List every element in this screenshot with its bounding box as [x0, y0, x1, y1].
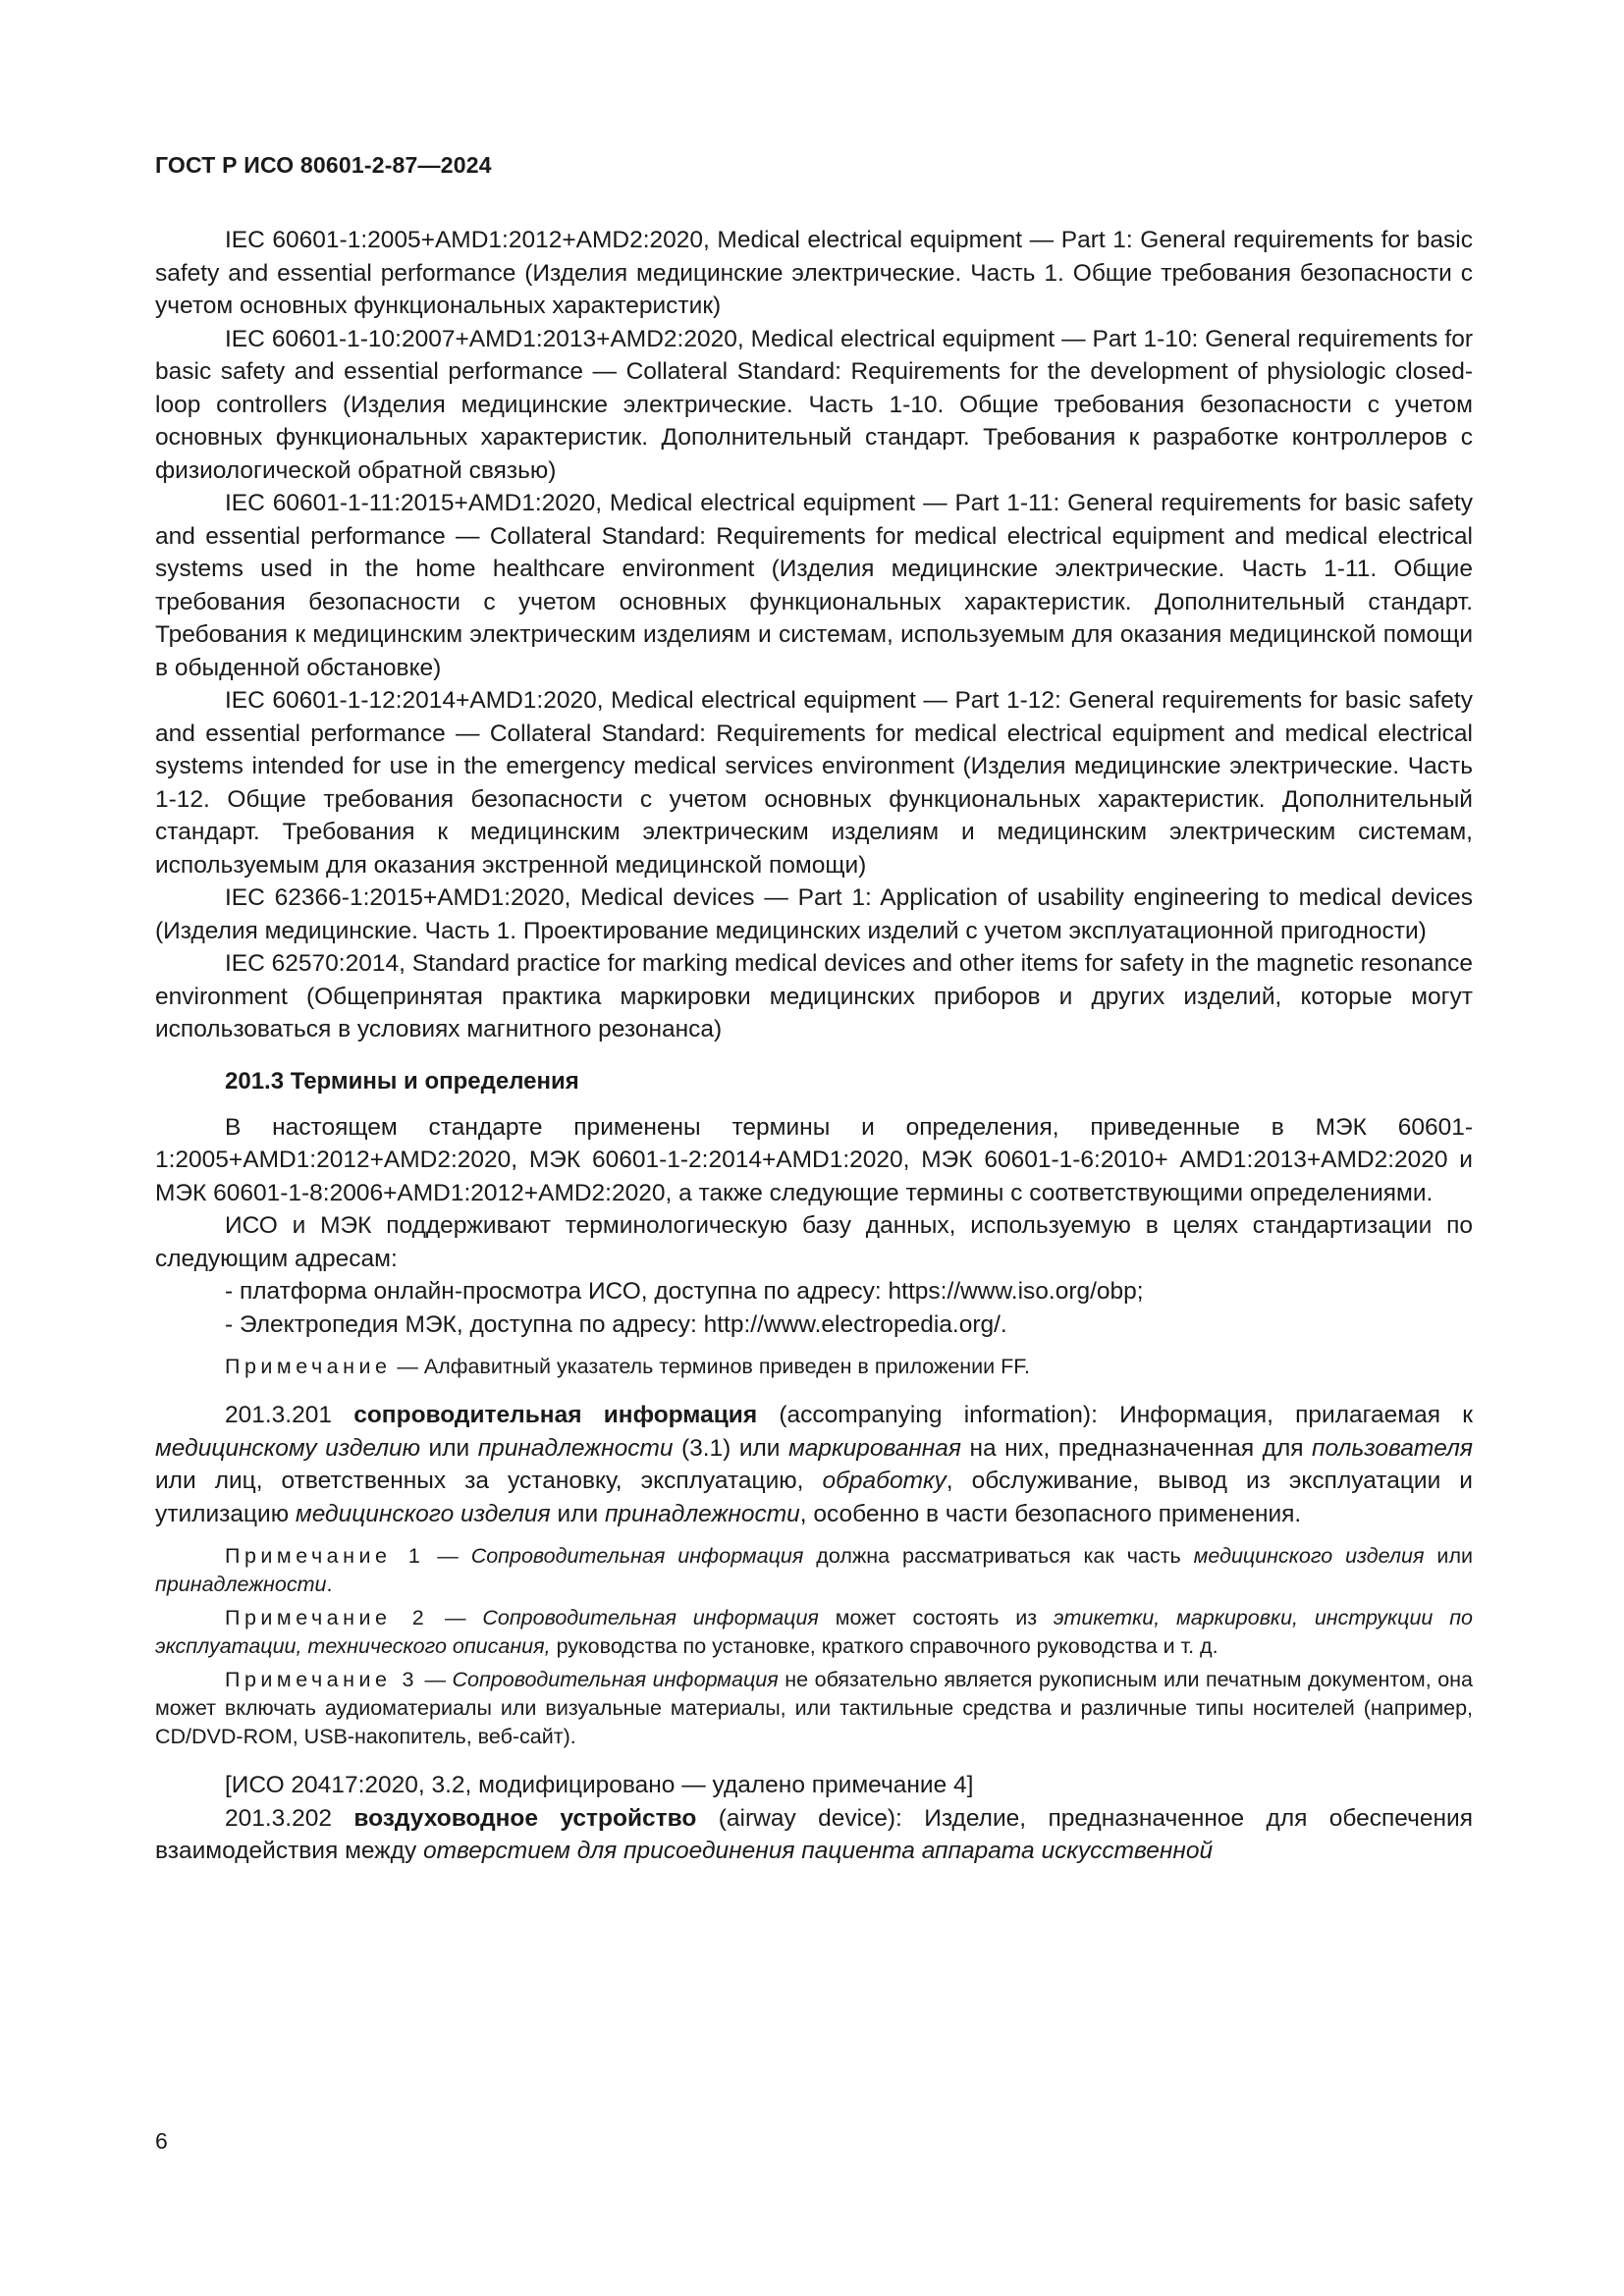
note-dash: — — [417, 1668, 453, 1691]
note-label: Примечание 3 — [225, 1668, 418, 1691]
term-italic: обработку — [822, 1468, 947, 1494]
term-text: или — [420, 1434, 478, 1462]
section-title: 201.3 Термины и определения — [225, 1067, 579, 1095]
document-header: ГОСТ Р ИСО 80601-2-87—2024 — [155, 152, 492, 178]
reference-entry: IEC 60601-1-10:2007+AMD1:2013+AMD2:2020, Medical electrical equipment — Part 1-10: General requirements for basic safety and essential performance — Collateral Standard: Requirements for the development of physiologic closed-loop controllers (Изделия медицинские электрические. Часть 1-10. Общие требования безопасности с учетом основных функциональных характеристик. Дополнительный стандарт. Требования к разработке контроллеров с физиологической обратной связью) — [155, 325, 1473, 484]
term-text: (accompanying information): Информация, прилагаемая к — [757, 1402, 1473, 1428]
note-italic: Сопроводительная информация — [452, 1668, 779, 1691]
term-italic: медицинскому изделию — [155, 1434, 421, 1462]
term-name: воздуховодное устройство — [353, 1804, 697, 1832]
note-2 — [155, 1604, 1473, 1661]
term-italic: маркированная — [787, 1434, 961, 1462]
note-text: должна рассматриваться как часть — [803, 1544, 1194, 1568]
reference-entry: IEC 60601-1-12:2014+AMD1:2020, Medical electrical equipment — Part 1-12: General requirements for basic safety and essential performance — Collateral Standard: Requirements for medical electrical equipment and medical electrical systems intended for use in the emergency medical services environment (Изделия медицинские электрические. Часть 1-12. Общие требования безопасности с учетом основных функциональных характеристик. Дополнительный стандарт. Требования к медицинским электрическим изделиям и медицинским электрическим системам, используемым для оказания экстренной медицинской помощи) — [155, 687, 1473, 879]
term-201-3-201 — [155, 1399, 1473, 1530]
note-italic: этикетки, маркировки, инструкции по эксплуатации, технического описания, — [155, 1606, 1473, 1658]
note-text: руководства по установке, краткого справочного руководства и т. д. — [550, 1634, 1218, 1658]
database-item: - Электропедия МЭК, доступна по адресу: http://www.electropedia.org/. — [225, 1310, 1007, 1338]
term-italic: медицинского изделия — [295, 1500, 551, 1527]
term-italic: отверстием для присоединения пациента аппарата искусственной — [423, 1838, 1214, 1864]
term-text: (3.1) или — [673, 1434, 788, 1462]
note-italic: Сопроводительная информация — [470, 1544, 804, 1568]
term-text: (airway device): Изделие, предназначенное для обеспечения взаимодействия между — [155, 1804, 1473, 1864]
reference-entry: IEC 62570:2014, Standard practice for marking medical devices and other items for safety in the magnetic resonance environment (Общепринятая практика маркировки медицинских приборов и других изделий, которые могут использоваться в условиях магнитного резонанса) — [155, 950, 1473, 1042]
note-text: . — [326, 1573, 333, 1596]
note-italic: медицинского изделия — [1193, 1544, 1425, 1568]
note-text: или — [1424, 1544, 1473, 1568]
term-italic: пользователя — [1311, 1434, 1473, 1462]
note-text: может состоять из — [818, 1606, 1054, 1629]
term-201-3-202 — [155, 1802, 1473, 1868]
term-text: , особенно в части безопасного применения. — [799, 1500, 1302, 1527]
term-number: 201.3.202 — [225, 1804, 354, 1832]
term-italic: принадлежности — [604, 1500, 800, 1527]
term-italic: принадлежности — [477, 1434, 674, 1462]
term-name: сопроводительная информация — [353, 1402, 758, 1428]
note-text: — Алфавитный указатель терминов приведен в приложении FF. — [391, 1355, 1031, 1378]
reference-entry: IEC 62366-1:2015+AMD1:2020, Medical devices — Part 1: Application of usability engineering to medical devices (Изделия медицинские. Часть 1. Проектирование медицинских изделий с учетом эксплуатационной пригодности) — [155, 884, 1473, 944]
note-main — [155, 1353, 1473, 1381]
page-number: 6 — [155, 2128, 168, 2154]
term-text: или лиц, ответственных за установку, эксплуатацию, — [155, 1468, 823, 1494]
source-reference: [ИСО 20417:2020, 3.2, модифицировано — удалено примечание 4] — [225, 1772, 974, 1798]
note-italic: принадлежности — [155, 1573, 327, 1596]
note-dash: — — [428, 1606, 483, 1629]
note-text: не обязательно является рукописным или печатным документом, она может включать аудиоматериалы или визуальные материалы, или тактильные средства и различные типы носителей (например, CD/DVD-ROM, USB-накопитель, веб-сайт). — [155, 1668, 1473, 1748]
page-content — [155, 224, 1473, 1868]
note-label: Примечание — [225, 1355, 392, 1378]
note-italic: Сопроводительная информация — [482, 1606, 819, 1629]
note-1 — [155, 1542, 1473, 1599]
intro-paragraph: В настоящем стандарте применены термины и определения, приведенные в МЭК 60601-1:2005+AMD1:2012+AMD2:2020, МЭК 60601-1-2:2014+AMD1:2020, МЭК 60601-1-6:2010+ AMD1:2013+AMD2:2020 и МЭК 60601-1-8:2006+AMD1:2012+AMD2:2020, а также следующие термины с соответствующими определениями. — [155, 1113, 1473, 1206]
term-text: или — [550, 1500, 605, 1527]
note-label: Примечание 2 — [225, 1606, 429, 1629]
database-item: - платформа онлайн-просмотра ИСО, доступна по адресу: https://www.iso.org/obp; — [225, 1278, 1144, 1305]
note-dash: — — [424, 1544, 471, 1568]
databases-intro: ИСО и МЭК поддерживают терминологическую базу данных, используемую в целях стандартизации по следующим адресам: — [155, 1212, 1473, 1272]
reference-entry: IEC 60601-1-11:2015+AMD1:2020, Medical electrical equipment — Part 1-11: General requirements for basic safety and essential performance — Collateral Standard: Requirements for medical electrical equipment and medical electrical systems used in the home healthcare environment (Изделия медицинские электрические. Часть 1-11. Общие требования безопасности с учетом основных функциональных характеристик. Дополнительный стандарт. Требования к медицинским электрическим изделиям и системам, используемым для оказания медицинской помощи в обыденной обстановке) — [155, 490, 1473, 681]
note-3 — [155, 1666, 1473, 1751]
term-number: 201.3.201 — [225, 1402, 354, 1428]
reference-entry: IEC 60601-1:2005+AMD1:2012+AMD2:2020, Medical electrical equipment — Part 1: General requirements for basic safety and essential performance (Изделия медицинские электрические. Часть 1. Общие требования безопасности с учетом основных функциональных характеристик) — [155, 227, 1473, 319]
note-label: Примечание 1 — [225, 1544, 425, 1568]
term-text: на них, предназначенная для — [961, 1434, 1312, 1462]
term-text: , обслуживание, вывод из эксплуатации и утилизацию — [155, 1468, 1473, 1527]
